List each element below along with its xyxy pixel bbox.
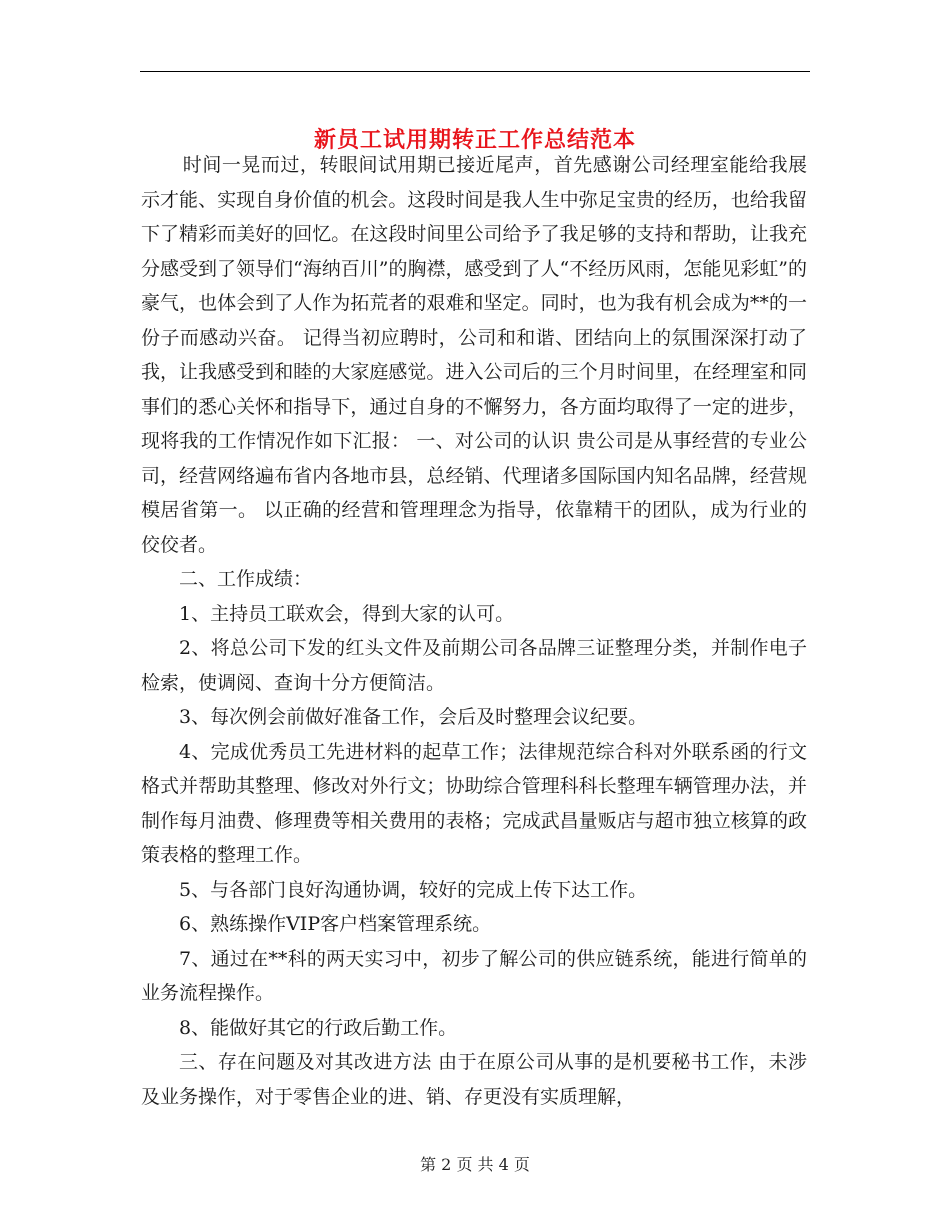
paragraph-section-three: 三、存在问题及对其改进方法 由于在原公司从事的是机要秘书工作，未涉及业务操作，对于零售企业的进、销、存更没有实质理解，	[141, 1051, 807, 1108]
list-item: 3、每次例会前做好准备工作，会后及时整理会议纪要。	[179, 706, 648, 728]
list-item: 7、通过在**科的两天实习中，初步了解公司的供应链系统，能进行简单的业务流程操作。	[141, 947, 807, 1004]
list-item: 4、完成优秀员工先进材料的起草工作；法律规范综合科对外联系函的行文格式并帮助其整理、修改对外行文；协助综合管理科科长整理车辆管理办法，并制作每月油费、修理费等相关费用的表格；完成武昌量贩店与超市独立核算的政策表格的整理工作。	[141, 740, 807, 866]
list-item: 2、将总公司下发的红头文件及前期公司各品牌三证整理分类，并制作电子检索，使调阅、查询十分方便简洁。	[141, 637, 807, 694]
list-item: 8、能做好其它的行政后勤工作。	[179, 1016, 458, 1039]
list-item: 5、与各部门良好沟通协调，较好的完成上传下达工作。	[179, 878, 648, 901]
document-body	[141, 148, 807, 1114]
document-title: 新员工试用期转正工作总结范本	[313, 126, 636, 153]
list-item: 6、熟练操作VIP客户档案管理系统。	[179, 913, 492, 935]
header-rule	[140, 71, 810, 72]
paragraph-intro: 时间一晃而过，转眼间试用期已接近尾声，首先感谢公司经理室能给我展示才能、实现自身价值的机会。这段时间是我人生中弥足宝贵的经历，也给我留下了精彩而美好的回忆。在这段时间里公司给予了我足够的支持和帮助，让我充分感受到了领导们“海纳百川”的胸襟，感受到了人“不经历风雨，怎能见彩虹”的豪气，也体会到了人作为拓荒者的艰难和坚定。同时，也为我有机会成为**的一份子而感动兴奋。 记得当初应聘时，公司和和谐、团结向上的氛围深深打动了我，让我感受到和睦的大家庭感觉。进入公司后的三个月时间里，在经理室和同事们的悉心关怀和指导下，通过自身的不懈努力，各方面均取得了一定的进步，现将我的工作情况作如下汇报： 一、对公司的认识 贵公司是从事经营的专业公司，经营网络遍布省内各地市县，总经销、代理诸多国际国内知名品牌，经营规模居省第一。 以正确的经营和管理理念为指导，依靠精干的团队，成为行业的佼佼者。	[141, 154, 807, 556]
paragraph-section-heading: 二、工作成绩：	[179, 568, 313, 590]
page-number-footer: 第 2 页 共 4 页	[420, 1155, 530, 1174]
list-item: 1、主持员工联欢会，得到大家的认可。	[179, 602, 515, 625]
